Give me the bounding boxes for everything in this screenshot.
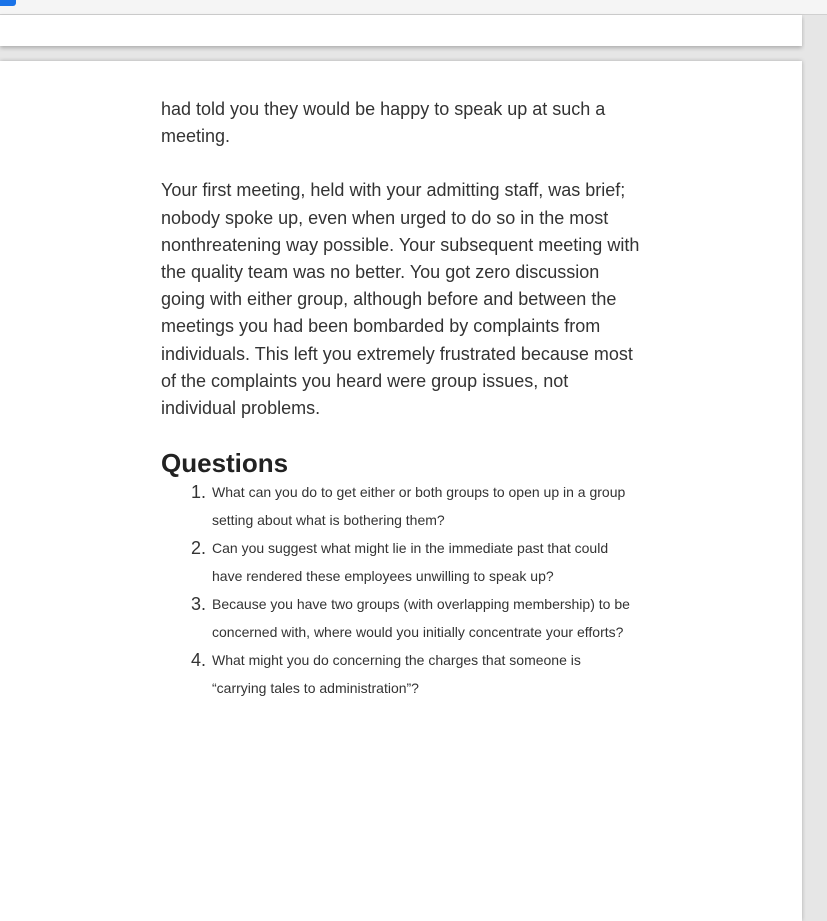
question-number: 1. bbox=[191, 482, 207, 503]
question-text: Because you have two groups (with overlapping membership) to be concerned with, where would you initially concentrate your efforts? bbox=[212, 596, 630, 641]
previous-page bbox=[0, 15, 802, 46]
paragraph-1: had told you they would be happy to speak up at such a meeting. bbox=[161, 99, 606, 147]
question-item-3 bbox=[191, 590, 641, 646]
question-number: 3. bbox=[191, 594, 207, 615]
question-number: 2. bbox=[191, 538, 207, 559]
question-item-4 bbox=[191, 646, 641, 702]
question-text: What might you do concerning the charges that someone is “carrying tales to administration”? bbox=[212, 652, 581, 697]
toolbar-accent-tab[interactable] bbox=[0, 0, 16, 6]
questions-heading: Questions bbox=[161, 448, 289, 479]
question-text: What can you do to get either or both groups to open up in a group setting about what is bothering them? bbox=[212, 484, 626, 529]
page-content bbox=[161, 96, 641, 702]
question-item-1 bbox=[191, 478, 641, 534]
scrollbar-track[interactable] bbox=[805, 15, 827, 903]
question-item-2 bbox=[191, 534, 641, 590]
viewer-toolbar bbox=[0, 0, 827, 15]
question-text: Can you suggest what might lie in the immediate past that could have rendered these employees unwilling to speak up? bbox=[212, 540, 609, 585]
paragraph-2: Your first meeting, held with your admitting staff, was brief; nobody spoke up, even when urged to do so in the most nonthreatening way possible. Your subsequent meeting with the quality team was no better. You got zero discussion going with either group, although before and between the meetings you had been bombarded by complaints from individuals. This left you extremely frustrated because most of the complaints you heard were group issues, not individual problems. bbox=[161, 180, 640, 419]
question-number: 4. bbox=[191, 650, 207, 671]
questions-list bbox=[161, 478, 641, 702]
